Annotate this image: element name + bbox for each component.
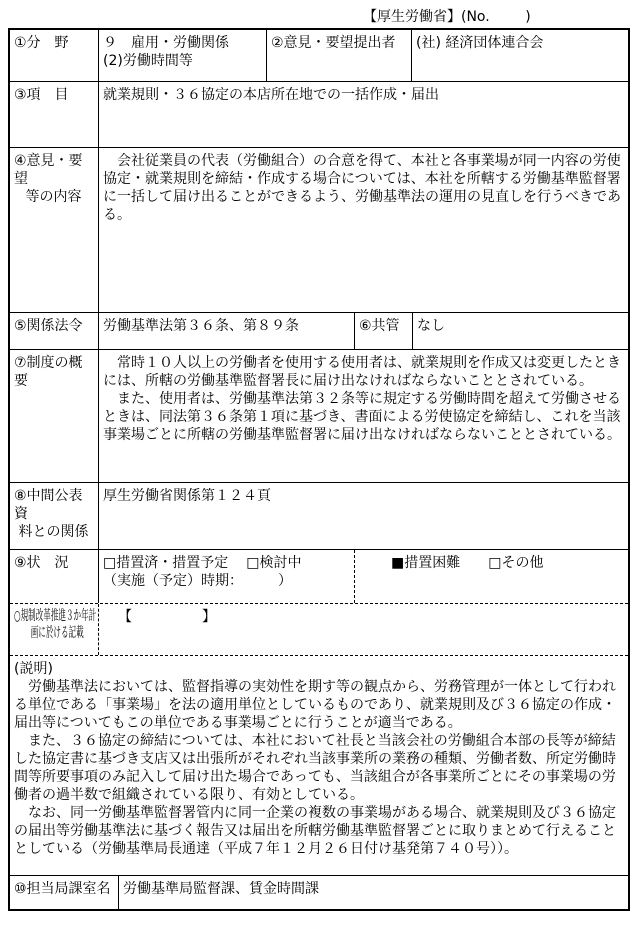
submitter-label: ②意見・要望提出者 <box>267 30 412 81</box>
overview-paragraph-2: また、使用者は、労働基準法第３２条等に規定する労働時間を超えて労働させるときは、同法第３６条第１項に基づき、書面による労使協定を締結し、これを当該事業場ごとに所轄の労働基準監督署に届け出なければならないこととされている。 <box>103 391 621 443</box>
program-label-text <box>14 608 99 642</box>
status-left-options <box>99 550 355 603</box>
row-field <box>10 30 628 82</box>
laws-value: 労働基準法第３６条、第８９条 <box>99 313 355 349</box>
row-explanation <box>10 656 628 876</box>
status-implementation-period: （実施（予定）時期： ） <box>103 573 292 589</box>
program-label-line2: 画に於ける記載 <box>30 625 84 641</box>
overview-value <box>99 350 628 482</box>
opinion-value: 会社従業員の代表（労働組合）の合意を得て、本社と各事業場が同一内容の労使協定・就業規則を締結・作成する場合については、本社を所轄する労働基準監督署に一括して届け出ることができるよう、労働基準法の運用の見直しを行うべきである。 <box>103 153 621 223</box>
row-opinion <box>10 148 628 313</box>
co-jurisdiction-value: なし <box>417 318 445 334</box>
field-label: ①分 野 <box>10 30 99 81</box>
co-jurisdiction-label: ⑥共管 <box>355 313 413 349</box>
form-table <box>8 28 630 911</box>
program-label <box>10 604 99 655</box>
field-value <box>99 30 267 81</box>
explanation-cell <box>10 656 628 875</box>
opinion-label-line1: ④意見・要望 <box>14 153 83 187</box>
row-overview <box>10 350 628 483</box>
laws-label: ⑤関係法令 <box>10 313 99 349</box>
overview-label: ⑦制度の概要 <box>10 350 99 482</box>
explanation-paragraph-2: また、３６協定の締結については、本社において社長と当該会社の労働組合本部の長等が締結した協定書に基づき支店又は出張所がそれぞれ当該事業所の業務の種類、労働者数、所定労働時間等所要事項のみ記入して届け出た場合であっても、当該組合が各事業所ごとにその事業場の労働者の過半数で組織されている限り、有効としている。 <box>14 733 616 803</box>
explanation-paragraph-3: なお、同一労働基準監督署管内に同一企業の複数の事業場がある場合、就業規則及び３６協定の届出等労働基準法に基づく報告又は届出を所轄労働基準監督署ごとに取りまとめて行えることとしている（労働基準局長通達（平成７年１２月２６日付け基発第７４０号））。 <box>14 805 616 857</box>
status-checkbox-under-review: □検討中 <box>246 555 302 571</box>
program-value: 【 】 <box>118 609 216 625</box>
row-program-entry <box>10 604 628 656</box>
interim-value: 厚生労働省関係第１２４頁 <box>103 488 271 504</box>
opinion-label <box>10 148 99 312</box>
submitter-value: (社) 経済団体連合会 <box>416 35 544 51</box>
status-checkbox-implemented: □措置済・措置予定 <box>103 555 229 571</box>
field-value-line2: (2)労働時間等 <box>103 53 193 69</box>
opinion-label-line2: 等の内容 <box>25 189 82 205</box>
department-label: ⑩担当局課室名 <box>10 876 119 909</box>
row-status <box>10 550 628 604</box>
status-label: ⑨状 況 <box>10 550 99 603</box>
status-checkbox-other: □その他 <box>488 555 544 571</box>
interim-label-line2: 料との関係 <box>18 524 89 540</box>
ministry-header-note: 【厚生労働省】(No. ) <box>363 9 531 25</box>
program-label-line1: ○規制改革推進３か年計 <box>14 608 97 624</box>
department-value: 労働基準局監督課、賃金時間課 <box>123 881 319 897</box>
row-department <box>10 876 628 909</box>
explanation-title: (説明) <box>14 661 53 677</box>
row-item <box>10 82 628 148</box>
field-value-line1: ９ 雇用・労働関係 <box>103 35 229 51</box>
item-label: ③項 目 <box>10 82 99 147</box>
item-value: 就業規則・３６協定の本店所在地での一括作成・届出 <box>103 87 439 103</box>
explanation-paragraph-1: 労働基準法においては、監督指導の実効性を期す等の観点から、労務管理が一体として行われる単位である「事業場」を法の適用単位としているものであり、就業規則及び３６協定の作成・届出等についてもこの単位である事業場ごとに行うことが適当である。 <box>14 679 616 731</box>
row-laws <box>10 313 628 350</box>
interim-label <box>10 483 99 549</box>
overview-paragraph-1: 常時１０人以上の労働者を使用する使用者は、就業規則を作成又は変更したときには、所轄の労働基準監督署長に届け出なければならないこととされている。 <box>103 355 621 389</box>
row-interim-report <box>10 483 628 550</box>
interim-label-line1: ⑧中間公表資 <box>14 488 83 522</box>
status-checkbox-difficult: ■措置困難 <box>391 555 461 571</box>
status-right-options <box>355 550 628 603</box>
